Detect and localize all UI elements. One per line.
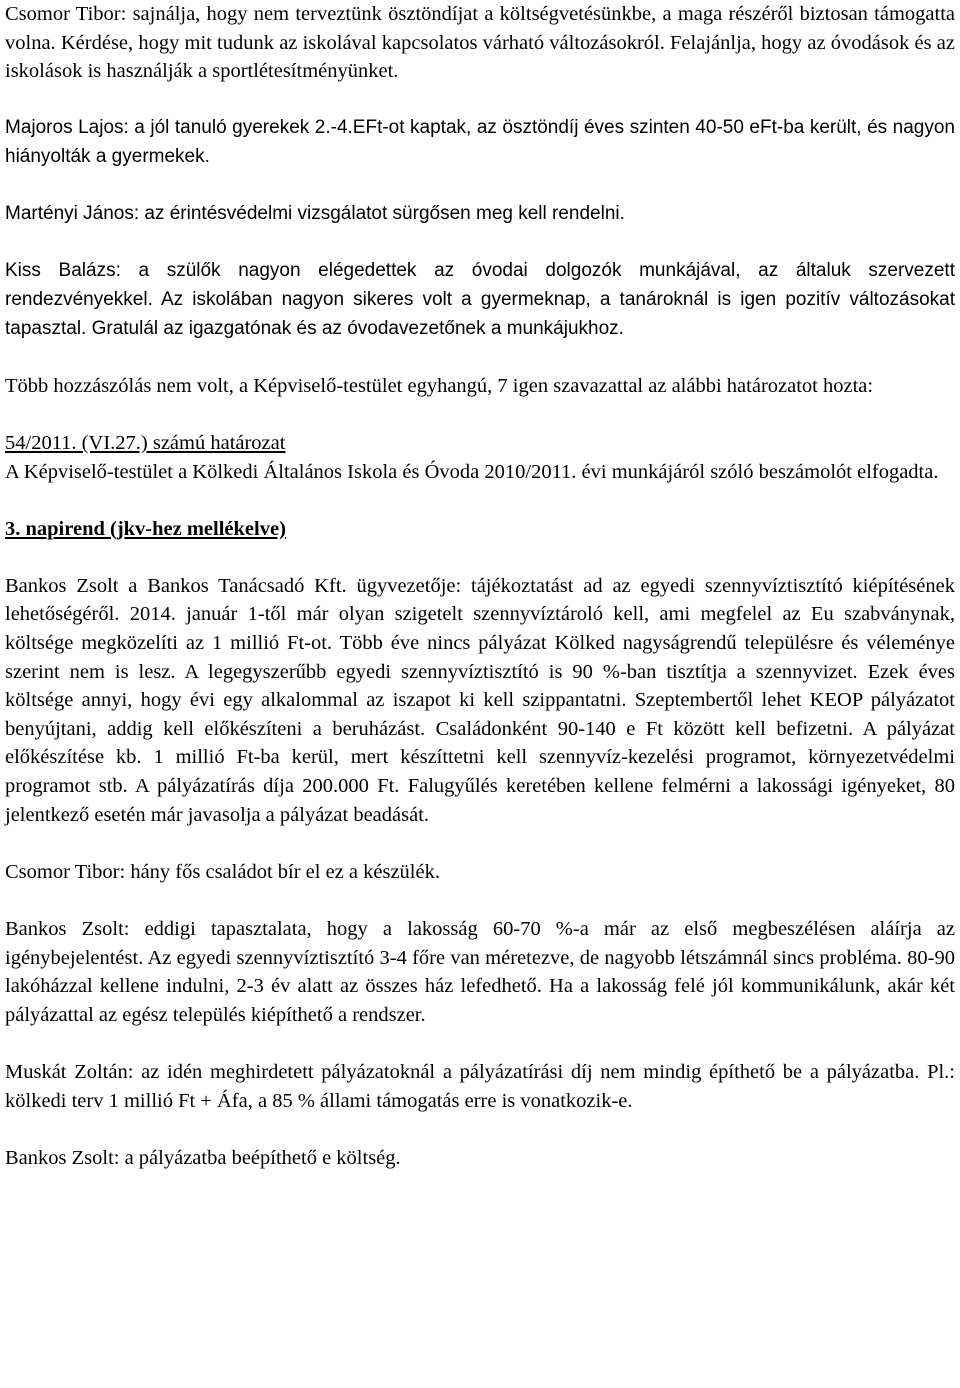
paragraph-muskat-zoltan: Muskát Zoltán: az idén meghirdetett pályázatoknál a pályázatírási díj nem mindig építhető be a pályázatba. Pl.: kölkedi terv 1 millió Ft + Áfa, a 85 % állami támogatás erre is vonatkozik-e. xyxy=(5,1060,955,1112)
agenda-heading: 3. napirend (jkv-hez mellékelve) xyxy=(5,517,286,540)
resolution-title: 54/2011. (VI.27.) számú határozat xyxy=(5,431,286,454)
paragraph-bankos-zsolt-1: Bankos Zsolt a Bankos Tanácsadó Kft. ügyvezetője: tájékoztatást ad az egyedi szennyvíztisztító kiépítésének lehetőségéről. 2014. január 1-től már olyan szigetelt szennyvíztároló kell, ami megfelel az Eu szabványnak, költsége megközelíti az 1 millió Ft-ot. Több éve nincs pályázat Kölked nagyságrendű településre és véleménye szerint nem is lesz. A legegyszerűbb egyedi szennyvíztisztító is 90 %-ban tisztítja a szennyvizet. Ezek éves költsége annyi, hogy évi egy alkalommal az iszapot ki kell szippantatni. Szeptembertől lehet KEOP pályázatot benyújtani, addig kell előkészíteni a beruházást. Családonként 90-140 e Ft között kell befizetni. A pályázat előkészítése kb. 1 millió Ft-ba kerül, mert készíttetni kell szennyvíz-kezelési programot, környezetvédelmi programot stb. A pályázatírás díja 200.000 Ft. Falugyűlés keretében kellene felmérni a lakossági igényeket, 80 jelentkező esetén már javasolja a pályázat beadását. xyxy=(5,574,955,826)
paragraph-csomor-tibor-1: Csomor Tibor: sajnálja, hogy nem terveztünk ösztöndíjat a költségvetésünkbe, a maga részéről biztosan támogatta volna. Kérdése, hogy mit tudunk az iskolával kapcsolatos várható változásokról. Felajánlja, hogy az óvodások és az iskolások is használják a sportlétesítményünket. xyxy=(5,3,955,83)
paragraph-vote-summary: Több hozzászólás nem volt, a Képviselő-testület egyhangú, 7 igen szavazattal az alábbi határozatot hozta: xyxy=(5,374,874,397)
paragraph-kiss-balazs: Kiss Balázs: a szülők nagyon elégedettek az óvodai dolgozók munkájával, az általuk szervezett rendezvényekkel. Az iskolában nagyon sikeres volt a gyermeknap, a tanároknál is igen pozitív változásokat tapasztal. Gratulál az igazgatónak és az óvodavezetőnek a munkájukhoz. xyxy=(5,260,955,339)
paragraph-bankos-zsolt-2: Bankos Zsolt: eddigi tapasztalata, hogy a lakosság 60-70 %-a már az első megbeszélésen aláírja az igénybejelentést. Az egyedi szennyvíztisztító 3-4 főre van méretezve, de nagyobb létszámnál sincs probléma. 80-90 lakóházzal kellene indulni, 2-3 év alatt az összes ház lefedhető. Ha a lakosság felé jól kommunikálunk, akár két pályázattal az egész település kiépíthető a rendszer. xyxy=(5,918,955,1026)
document-page xyxy=(5,0,955,1172)
resolution-text: A Képviselő-testület a Kölkedi Általános Iskola és Óvoda 2010/2011. évi munkájáról szóló beszámolót elfogadta. xyxy=(5,460,939,483)
paragraph-bankos-zsolt-3: Bankos Zsolt: a pályázatba beépíthető e költség. xyxy=(5,1146,401,1169)
paragraph-csomor-tibor-2: Csomor Tibor: hány fős családot bír el ez a készülék. xyxy=(5,860,440,883)
paragraph-martenyi-janos: Martényi János: az érintésvédelmi vizsgálatot sürgősen meg kell rendelni. xyxy=(5,203,625,225)
paragraph-majoros-lajos: Majoros Lajos: a jól tanuló gyerekek 2.-4.EFt-ot kaptak, az ösztöndíj éves szinten 40-50 eFt-ba került, és nagyon hiányolták a gyermekek. xyxy=(5,117,955,167)
